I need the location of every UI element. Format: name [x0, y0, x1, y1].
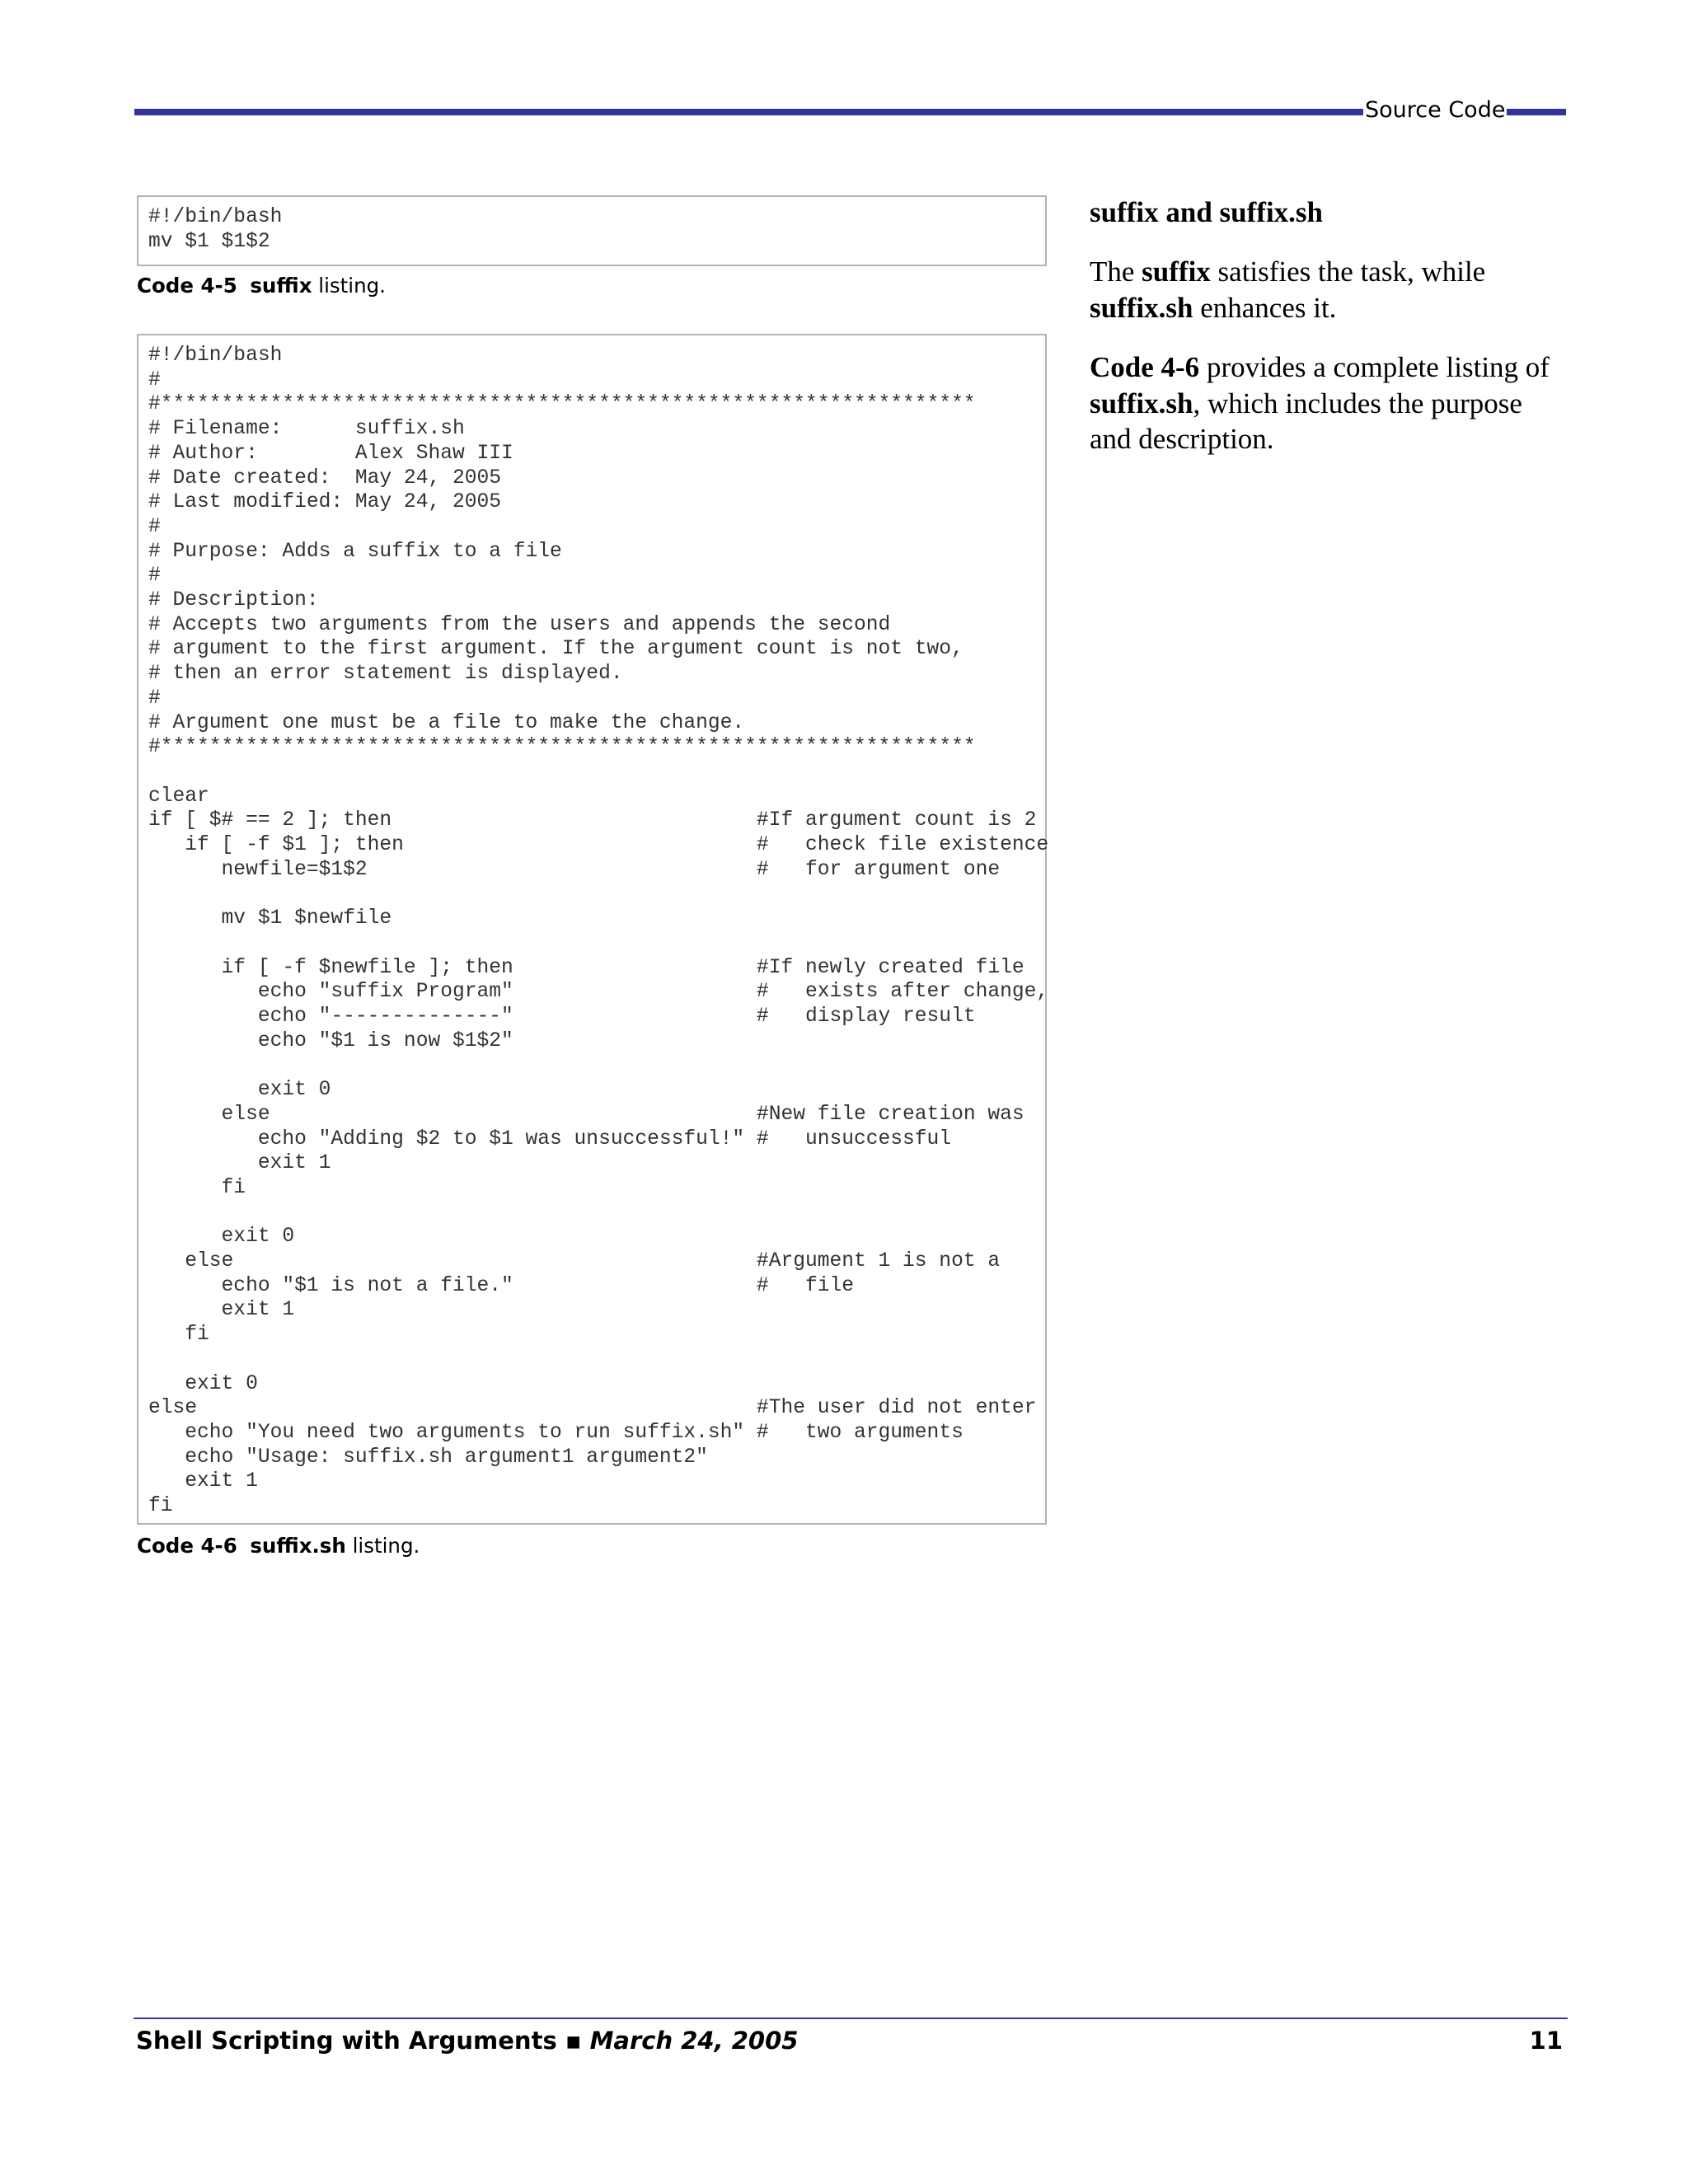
- caption-code-4-5: [137, 273, 386, 299]
- text-run: enhances it.: [1193, 291, 1337, 324]
- sidebar-title: suffix and suffix.sh: [1090, 196, 1324, 228]
- caption-name: suffix: [250, 274, 312, 298]
- header-rule: [134, 109, 1566, 115]
- footer-rule: [134, 2018, 1568, 2019]
- text-run: The: [1090, 255, 1142, 288]
- caption-number: Code 4-6: [137, 1534, 237, 1558]
- code-listing-suffix: [137, 195, 1047, 266]
- bold-run: Code 4-6: [1090, 351, 1200, 383]
- footer-doc-info: [136, 2024, 798, 2057]
- text-run: provides a complete listing of: [1199, 351, 1550, 383]
- caption-number: Code 4-5: [137, 274, 237, 298]
- text-run: , which includes the purpose and description.: [1090, 387, 1522, 455]
- page-number: 11: [1529, 2027, 1563, 2055]
- footer-separator: ▪: [565, 2027, 582, 2055]
- code-listing-suffix-sh: [137, 334, 1047, 1525]
- sidebar-paragraph-2: [1090, 349, 1551, 457]
- caption-suffix: listing.: [318, 274, 386, 298]
- footer-doc-title: Shell Scripting with Arguments: [136, 2027, 557, 2055]
- caption-suffix: listing.: [352, 1534, 420, 1558]
- text-run: satisfies the task, while: [1210, 255, 1486, 288]
- sidebar-paragraph-1: [1090, 254, 1551, 326]
- caption-code-4-6: [137, 1533, 420, 1559]
- bold-run: suffix.sh: [1090, 387, 1193, 419]
- code-text: #!/bin/bash # #******************************************************************* # Filename: suffix.sh # Author: Alex Shaw III # Date created: May 24, 2005 # Last modified: May 24, 2005 # # Purpose: Adds a suffix to a file # # Description: # Accepts two arguments from the users and appends the second # argument to the first argument. If the argument count is not two, # then an error statement is displayed. # # Argument one must be a file to make the change. #******************************************************************* clear if [ $# == 2 ]; then #If argument count is 2 if [ -f $1 ]; then # check file existence newfile=$1$2 # for argument one mv $1 $newfile if [ -f $newfile ]; then #If newly created file echo "suffix Program" # exists after change, echo "--------------" # display result echo "$1 is now $1$2" exit 0 else #New file creation was echo "Adding $2 to $1 was unsuccessful!" # unsuccessful exit 1 fi exit 0 else #Argument 1 is not a echo "$1 is not a file." # file exit 1 fi exit 0 else #The user did not enter echo "You need two arguments to run suffix.sh" # two arguments echo "Usage: suffix.sh argument1 argument2" exit 1 fi: [148, 344, 1049, 1518]
- caption-name: suffix.sh: [250, 1534, 346, 1558]
- code-text: #!/bin/bash mv $1 $1$2: [148, 206, 283, 253]
- bold-run: suffix.sh: [1090, 291, 1193, 324]
- bold-run: suffix: [1142, 255, 1211, 288]
- header-section-label: Source Code: [1363, 96, 1507, 125]
- footer-date: March 24, 2005: [589, 2027, 799, 2055]
